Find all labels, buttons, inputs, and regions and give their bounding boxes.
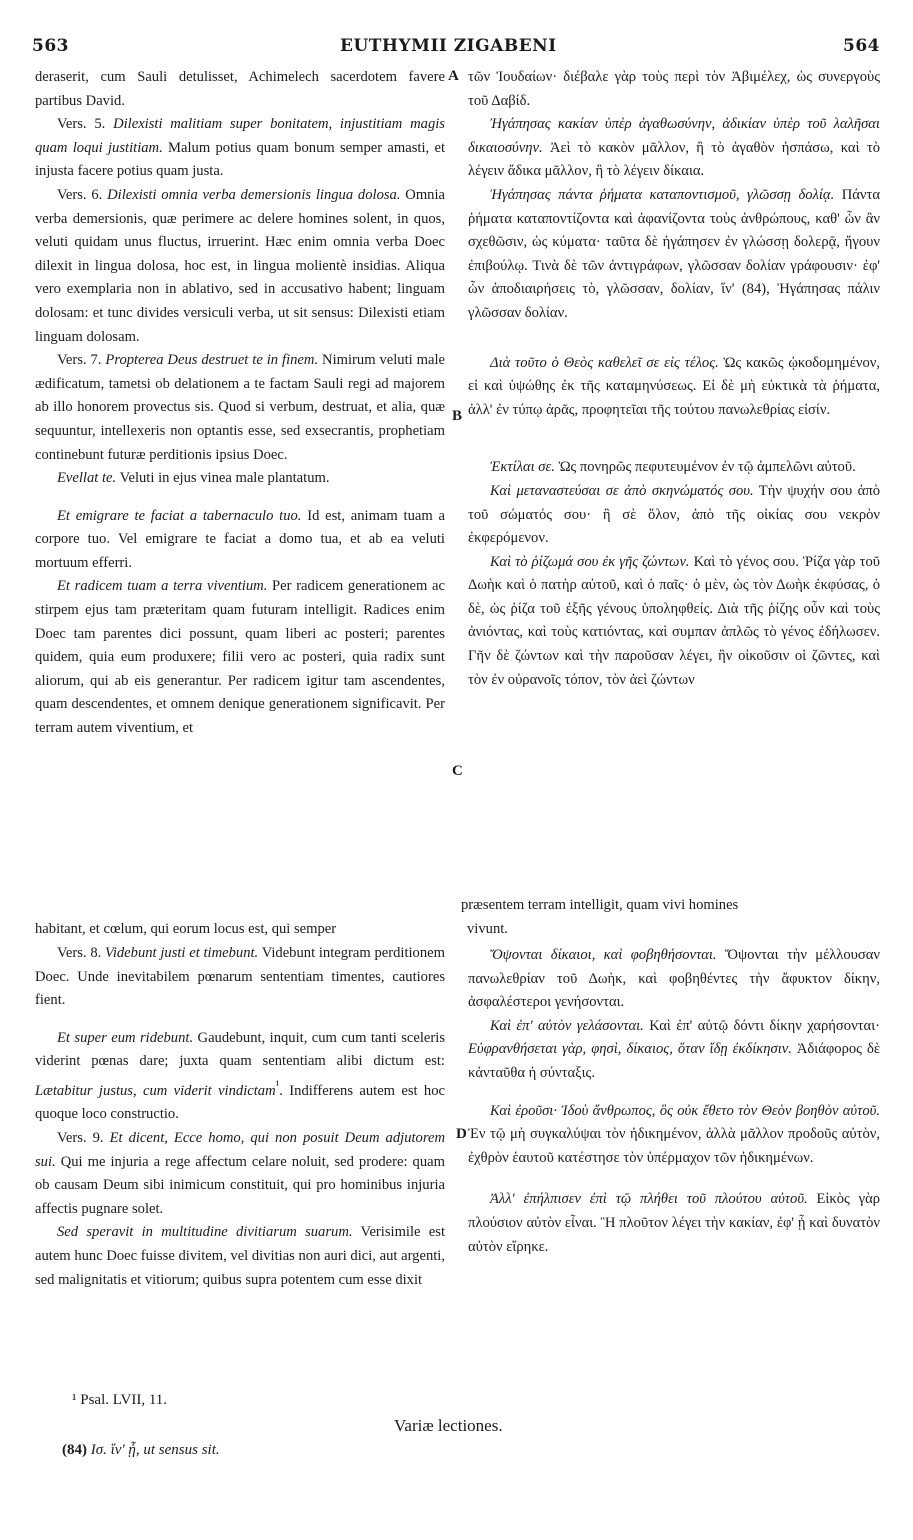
- margin-marker-d: D: [456, 1126, 467, 1142]
- greek-text: Ἀδιάφορος δὲ κἀνταῦθα ἡ σύνταξις.: [468, 1041, 880, 1081]
- latin-paragraph: [35, 113, 445, 184]
- quotation: Εὐφρανθήσεται γὰρ, φησὶ, δίκαιος, ὅταν ἴδῃ ἐκδίκησιν.: [468, 1041, 792, 1058]
- footnote-greek: Ισ. ἵν' ᾖ,: [90, 1442, 140, 1458]
- greek-paragraph: [468, 1100, 880, 1171]
- margin-marker-c: C: [452, 763, 463, 779]
- latin-text: deraserit, cum Sauli detulisset, Achimelech sacerdotem favere partibus David.: [35, 69, 445, 109]
- greek-text: Εἰκὸς γὰρ πλούσιον αὐτὸν εἶναι. Ἢ πλοῦτον λέγει τὴν κακίαν, ἐφ' ᾗ καὶ δυνατὸν αὐτὸν εἴρηκε.: [468, 1191, 880, 1255]
- spanning-line: [35, 918, 881, 942]
- verse-lemma: Ἀλλ' ἐπήλπισεν ἐπὶ τῷ πλήθει τοῦ πλούτου αὐτοῦ.: [490, 1191, 808, 1208]
- verse-lemma: Ὄψονται δίκαιοι, καὶ φοβηθήσονται.: [490, 947, 717, 963]
- verse-lemma: Καὶ ἐροῦσι· Ἰδοὺ ἄνθρωπος, ὃς οὐκ ἔθετο τὸν Θεὸν βοηθὸν αὐτοῦ.: [490, 1102, 880, 1119]
- latin-text: Nimirum veluti male ædificatum, tametsi ob delationem a te factam Sauli regi ad majorem ab illo honorem provectus sis. Quod si verbum, destruat, et alia, quæ sequuntur, intellexeris non optantis esse, sed exsecrantis, prophetiam continebunt futuræ perditionis ipsius Doec.: [35, 352, 446, 463]
- latin-text: Veluti in ejus vinea male plantatum.: [119, 470, 330, 487]
- latin-text: Verisimile est autem hunc Doec fuisse divitem, vel divitias non auri dici, aut argenti, sed malignitatis et vitiorum; quibus supra potentem cum esse dixit: [35, 1224, 445, 1288]
- verse-lemma: Dilexisti malitiam super bonitatem, injustitiam magis quam loqui justitiam.: [35, 116, 445, 156]
- greek-text: τῶν Ἰουδαίων· διέβαλε γὰρ τοὺς περὶ τὸν Ἀβιμέλεχ, ὡς συνεργοὺς τοῦ Δαβίδ.: [468, 69, 880, 109]
- latin-paragraph: [35, 184, 445, 349]
- greek-paragraph: [468, 1015, 880, 1086]
- latin-text: Qui me injuria a rege affectum celare noluit, sed prodere: quam ob causam Deum sibi inimicum constituit, qui pro hominibus injuria affectis pugnare solet.: [35, 1153, 445, 1217]
- quotation: Lætabitur justus, cum viderit vindictam: [35, 1082, 276, 1099]
- verse-lemma: Et radicem tuam a terra viventium.: [57, 578, 268, 595]
- footnote-psalm: ¹ Psal. LVII, 11.: [72, 1392, 168, 1408]
- verse-ref: Vers. 8.: [57, 945, 102, 961]
- latin-paragraph: [35, 1127, 445, 1221]
- latin-paragraph: [35, 505, 445, 576]
- verse-lemma: Καὶ μεταναστεύσαι σε ἀπὸ σκηνώματός σου.: [490, 482, 754, 499]
- greek-paragraph: [468, 944, 880, 1015]
- latin-text: Per radicem generationem ac stirpem ejus tam præteritam quam futuram intelligit. Radices enim Doec tam parentes dici possunt, quam liberi ac posteri; parentes quidem, quia eum produxere; filii vero ac posteri, quia radix sunt aliorum, qui ab eis generantur. Per radicem igitur tam ascendentes, quam descendentes, et omnem denique generationem significavit. Per terram autem viventium, et: [35, 578, 445, 737]
- greek-paragraph: [468, 480, 880, 551]
- right-page-number: 564: [843, 36, 880, 56]
- running-title: EUTHYMII ZIGABENI: [340, 36, 557, 56]
- verse-lemma: Evellat te.: [57, 470, 117, 487]
- latin-text: Videbunt integram perditionem Doec. Unde inevitabilem pœnarum sententiam timentes, cautiores fient.: [35, 945, 445, 1009]
- greek-paragraph: [468, 551, 880, 693]
- verse-lemma: Sed speravit in multitudine divitiarum suarum.: [57, 1224, 353, 1241]
- verse-lemma: Et super eum ridebunt.: [57, 1029, 194, 1046]
- verse-ref: Vers. 5.: [57, 116, 106, 133]
- verse-ref: Vers. 6.: [57, 186, 103, 203]
- verse-lemma: Videbunt justi et timebunt.: [105, 945, 259, 961]
- greek-text: Ἐν τῷ μὴ συγκαλύψαι τὸν ἠδικημένον, ἀλλὰ μᾶλλον προδοῦς αὐτὸν, ἐχθρὸν ἑαυτοῦ κατέστησε τὸν ὑπέρμαχον τῶν ἠδικημένων.: [468, 1126, 880, 1166]
- left-page-number: 563: [32, 36, 69, 56]
- latin-column-lower: [35, 942, 445, 1292]
- latin-paragraph: [35, 349, 445, 467]
- verse-ref: Vers. 7.: [57, 352, 102, 369]
- verse-lemma: Et dicent, Ecce homo, qui non posuit Deum adjutorem sui.: [35, 1130, 445, 1170]
- latin-paragraph: [35, 575, 445, 740]
- greek-text: Καὶ τὸ γένος σου. Ῥίζα γὰρ τοῦ Δωὴκ καὶ ὁ πατὴρ αὐτοῦ, καὶ ὁ παῖς· ὁ μὲν, ὡς τὸν Δωὴκ ἐκφύσας, ὁ δὲ, ὡς ῥίζα τοῦ ἐξῆς γένους ὑποληφθείς. Διὰ τῆς ῥίζης οὖν καὶ τοὺς ἀνιόντας, καὶ τοὺς κατιόντας, καὶ συμπαν ἁπλῶς τὸ γένος ἐδήλωσεν. Γῆν δὲ ζώντων καὶ τὴν παροῦσαν λέγει, ἣν οἰκοῦσιν οἱ ζῶντες, καὶ τὸν ἐν οὐρανοῖς τόπον, τὸν ἀεὶ ζώντων: [468, 553, 880, 688]
- spanning-line: [35, 894, 881, 918]
- verse-ref: Vers. 9.: [57, 1130, 104, 1147]
- greek-paragraph: [468, 113, 880, 184]
- footnote-84: [62, 1442, 220, 1459]
- verse-lemma: Ἠγάπησας πάντα ῥήματα καταποντισμοῦ, γλῶσσῃ δολίᾳ.: [490, 186, 835, 203]
- greek-paragraph: [468, 184, 880, 326]
- latin-paragraph: [35, 1221, 445, 1292]
- latin-paragraph: [35, 66, 445, 113]
- greek-text: Τὴν ψυχήν σου ἀπὸ τοῦ σώματός σου· ἢ σὲ ὅλον, ἀπὸ τῆς οἰκίας σου νεκρὸν ἐκφερόμενον.: [468, 482, 880, 547]
- verse-lemma: Καὶ ἐπ' αὐτὸν γελάσονται.: [490, 1017, 644, 1034]
- greek-paragraph: [468, 66, 880, 113]
- greek-paragraph: [468, 1188, 880, 1259]
- latin-paragraph: [35, 467, 445, 491]
- latin-text: habitant, et cœlum, qui eorum locus est, qui semper: [35, 921, 337, 937]
- greek-text: Καὶ ἐπ' αὐτῷ δόντι δίκην χαρήσονται·: [649, 1017, 880, 1034]
- greek-paragraph: [468, 456, 880, 480]
- greek-text: Ὡς κακῶς ᾠκοδομημένον, εἰ καὶ ὑψώθης ἐκ τῆς καταμηνύσεως. Εἰ δὲ μὴ εὐκτικὰ τὰ ῥήματα, ἀλλ' ἐν τύπῳ ἀρᾶς, προφητεῖαι τῆς τούτου πανωλεθρίας εἰσίν.: [468, 354, 880, 418]
- latin-paragraph: [35, 942, 445, 1013]
- verse-lemma: Propterea Deus destruet te in finem.: [105, 352, 319, 369]
- verse-lemma: Ἐκτίλαι σε.: [490, 459, 555, 476]
- verse-lemma: Διὰ τοῦτο ὁ Θεὸς καθελεῖ σε εἰς τέλος.: [490, 354, 719, 371]
- footnote-latin: ut sensus sit.: [143, 1442, 220, 1458]
- latin-text: præsentem terram intelligit, quam vivi homines: [461, 897, 739, 913]
- latin-paragraph: Et super eum ridebunt. Gaudebunt, inquit, cum cum tanti sceleris viderint pœnas dare; juxta quam sententiam alibi dictum est: Lætabitur justus, cum viderit vindictam$^{^1}$. Indifferens autem est hoc quoque loco constructio.: [35, 1029, 446, 1123]
- verse-lemma: Et emigrare te faciat a tabernaculo tuo.: [57, 507, 302, 524]
- greek-text: Ὡς πονηρῶς πεφυτευμένον ἐν τῷ ἀμπελῶνι αὐτοῦ.: [558, 459, 856, 476]
- greek-paragraph: [468, 352, 880, 423]
- footnote-number: (84): [62, 1442, 87, 1458]
- latin-text: Omnia verba demersionis, quæ perimere ac delere homines solent, in quos, veluti quidam unus fluctus, irruerint. Hæc enim omnia verba Doec dilexit in lingua dolosa, hoc est, in lingua molientè insidias. Aliqua vero exemplaria non in ablativo, sed in accusativo habent; linguam dolosam: et tunc divides versiculi verba, ut sit sensus: Dilexisti etiam linguam dolosam.: [35, 186, 446, 345]
- greek-column-upper: [468, 66, 880, 692]
- greek-column-lower: [468, 944, 880, 1259]
- greek-text: Πάντα ῥήματα καταποντίζοντα καὶ ἀφανίζοντα τοὺς ἀνθρώπους, καθ' ὧν ἂν σχεθῶσιν, ὡς κύματα· ταῦτα δὲ ἠγάπησεν ἐν γλώσσῃ δολερᾷ, ἤγουν ἐπιβούλῳ. Τινὰ δὲ τῶν ἀντιγράφων, γλῶσσαν δολίαν γράφουσιν· ἐφ' ὧν ἀποδιαιρήσεις τὸ, γλῶσσαν, δολίαν, ἵν' (84), Ἠγάπησας πάλιν γλῶσσαν δολίαν.: [468, 186, 880, 321]
- latin-text: vivunt.: [467, 921, 508, 937]
- verse-lemma: Dilexisti omnia verba demersionis lingua dolosa.: [107, 186, 401, 203]
- latin-text: Indifferens autem est hoc quoque loco constructio.: [35, 1082, 446, 1123]
- verse-lemma: Ἠγάπησας κακίαν ὑπὲρ ἀγαθωσύνην, ἀδικίαν ὑπὲρ τοῦ λαλῆσαι δικαιοσύνην.: [468, 116, 880, 156]
- latin-text: Malum potius quam bonum semper amasti, et injusta facere potius quam justa.: [35, 139, 445, 180]
- latin-text: Gaudebunt, inquit, cum cum tanti sceleris viderint pœnas dare; juxta quam sententiam alibi dictum est:: [35, 1029, 445, 1070]
- greek-text: Ὄψονται τὴν μέλλουσαν πανωλεθρίαν τοῦ Δωὴκ, καὶ φοβηθέντες τὴν ἄφυκτον δίκην, ἀσφαλέστεροι γενήσονται.: [468, 947, 880, 1011]
- margin-marker-a: A: [448, 68, 459, 84]
- variae-lectiones-heading: Variæ lectiones.: [394, 1416, 503, 1435]
- verse-lemma: Καὶ τὸ ῥίζωμά σου ἐκ γῆς ζώντων.: [490, 553, 690, 570]
- latin-text: Id est, animam tuam a corpore tuo. Vel emigrare te faciat a domo tua, et ab ea veluti mortuum efferri.: [35, 507, 445, 571]
- margin-marker-b: B: [452, 408, 463, 424]
- greek-text: Ἀεὶ τὸ κακὸν μᾶλλον, ἢ τὸ ἀγαθὸν ἠσπάσω, καὶ τὸ λέγειν ἄδικα μᾶλλον, ἢ τὸ λέγειν δίκαια.: [468, 139, 880, 180]
- latin-column-upper: [35, 66, 445, 741]
